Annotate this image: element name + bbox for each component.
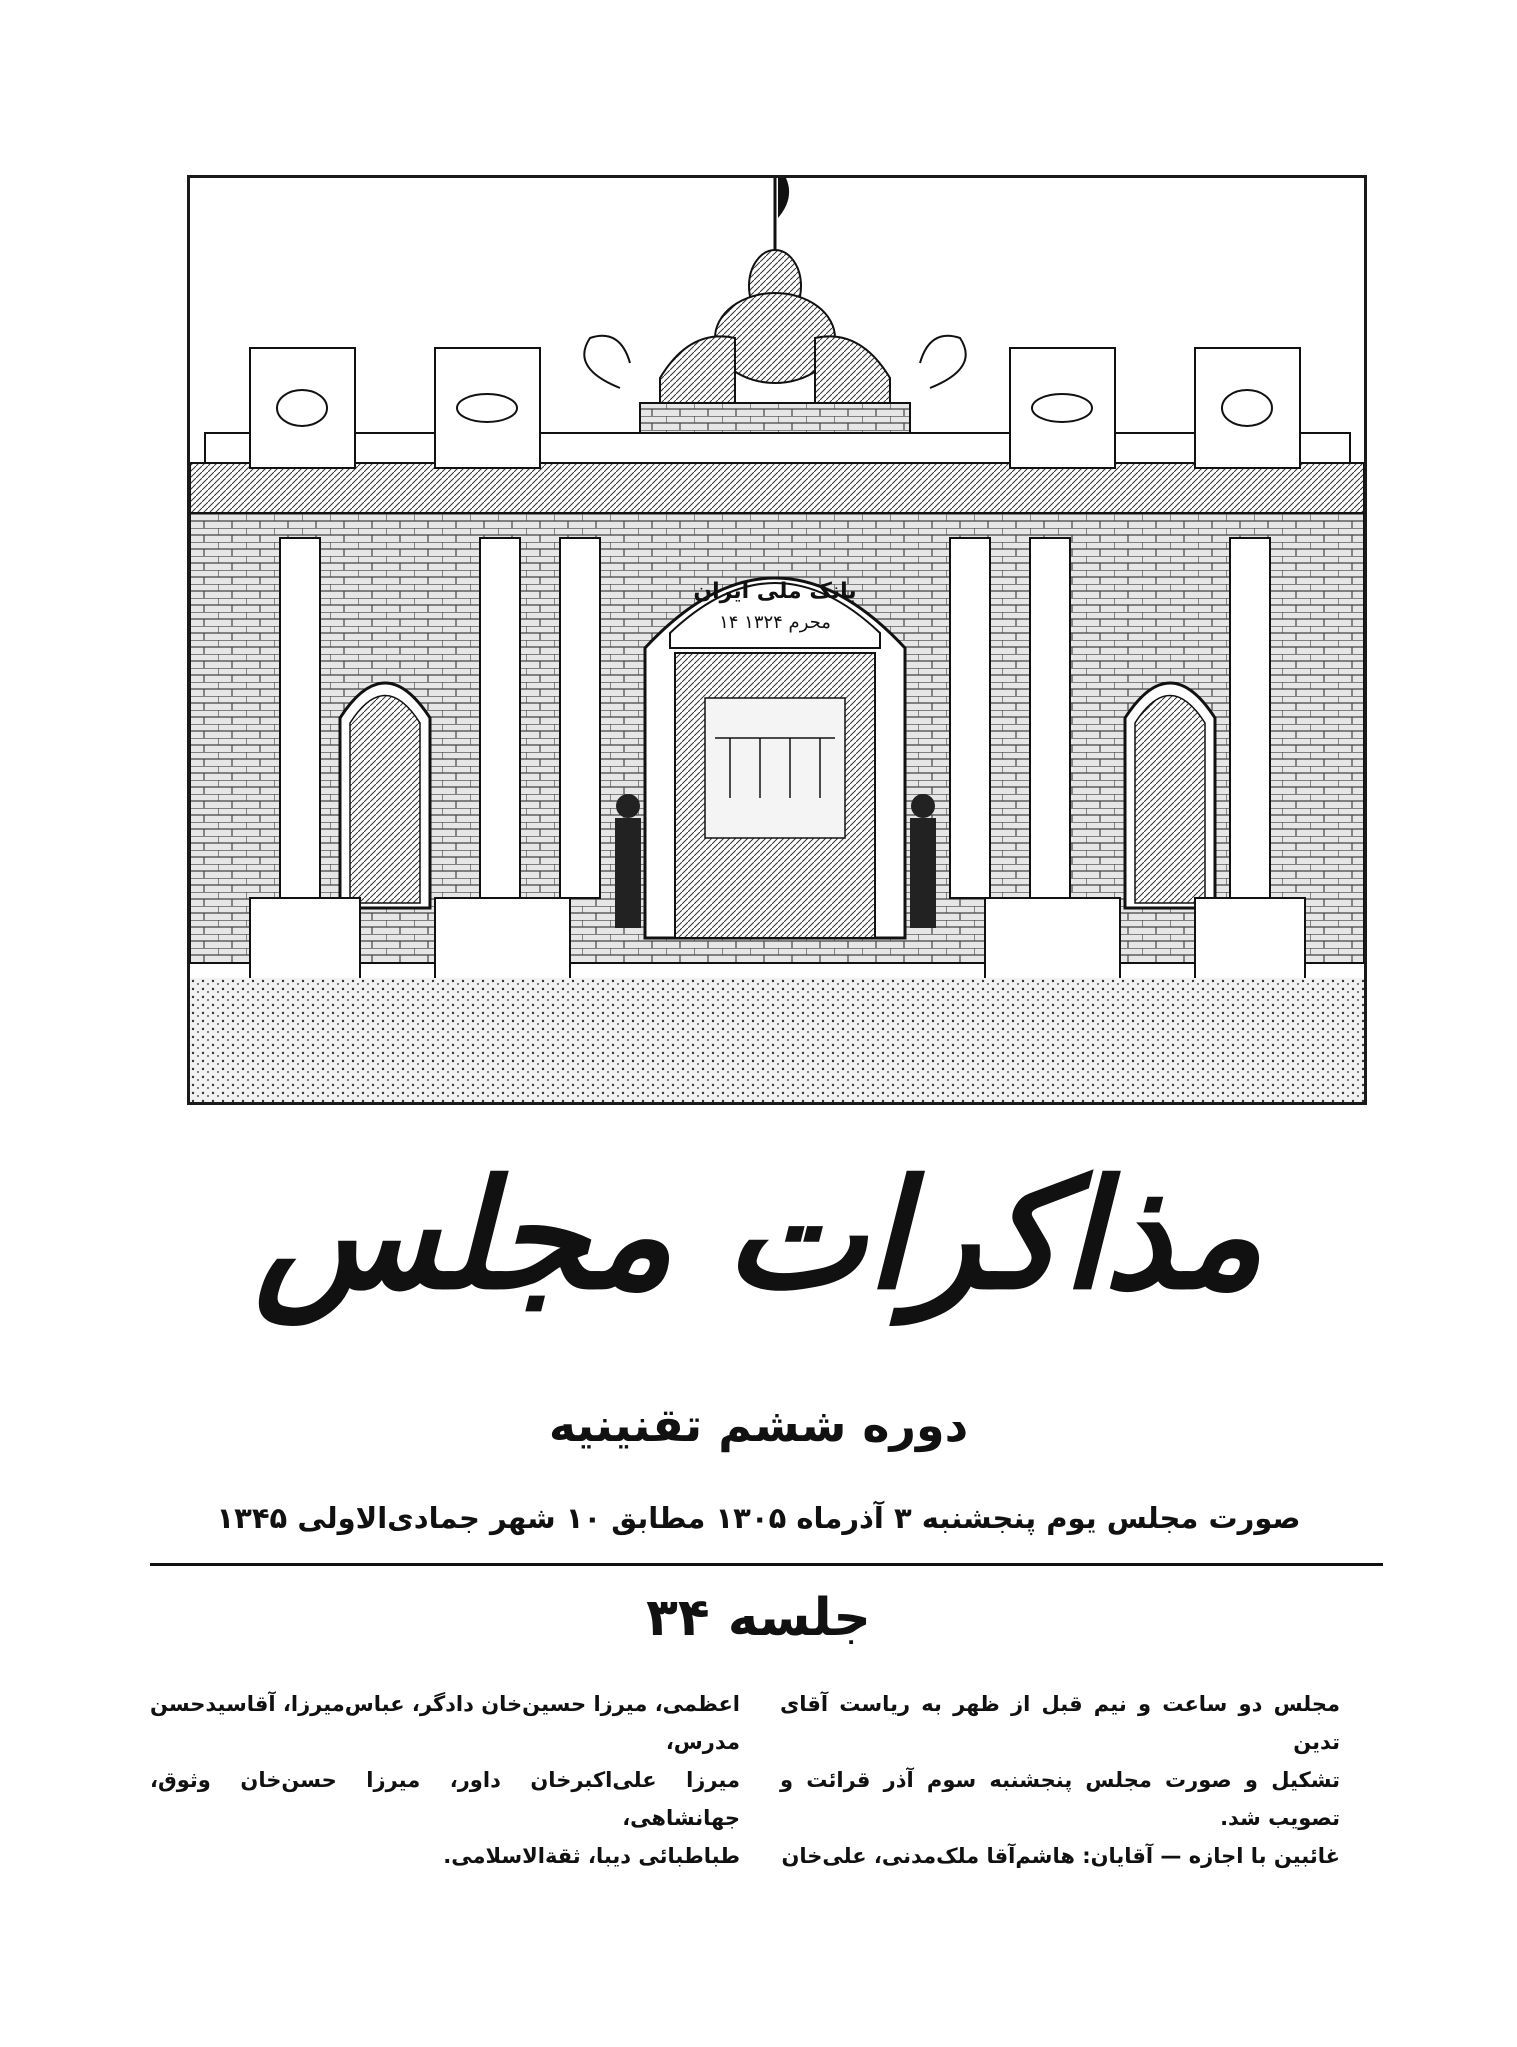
body-line: مجلس دو ساعت و نیم قبل از ظهر به ریاست آقای تدین [780,1692,1340,1754]
body-column-right [780,1685,1340,1875]
dateline: صورت مجلس یوم پنجشنبه ۳ آذرماه ۱۳۰۵ مطابق ۱۰ شهر جمادی‌الاولی ۱۳۴۵ [216,1501,1301,1535]
session-number: جلسه ۳۴ [646,1588,871,1648]
body-line: غائبین با اجازه — آقایان: هاشم‌آقا ملک‌مدنی، علی‌خان [781,1844,1340,1868]
divider [150,1563,1383,1566]
body-line: اعظمی، میرزا حسین‌خان دادگر، عباس‌میرزا، آقاسیدحسن مدرس، [150,1692,740,1754]
crest [584,250,965,435]
body-line: تشکیل و صورت مجلس پنجشنبه سوم آذر قرائت و تصویب شد. [780,1768,1340,1830]
gate-inscription-line2: ۱۴ محرم ۱۳۲۴ [719,612,831,633]
gate-inscription-line1: بانک ملی ایران [693,579,857,604]
subtitle: دوره ششم تقنینیه [548,1398,969,1452]
body-line: میرزا علی‌اکبرخان داور، میرزا حسن‌خان وثوق، جهانشاهی، [150,1768,740,1830]
engraving-frame [187,175,1367,1105]
body-column-left [150,1685,740,1875]
body-line: طباطبائی دیبا، ثقةالاسلامی. [443,1844,740,1868]
masthead-title: مذاکرات مجلس [254,1147,1263,1323]
parliament-gate-engraving [190,178,1364,1102]
